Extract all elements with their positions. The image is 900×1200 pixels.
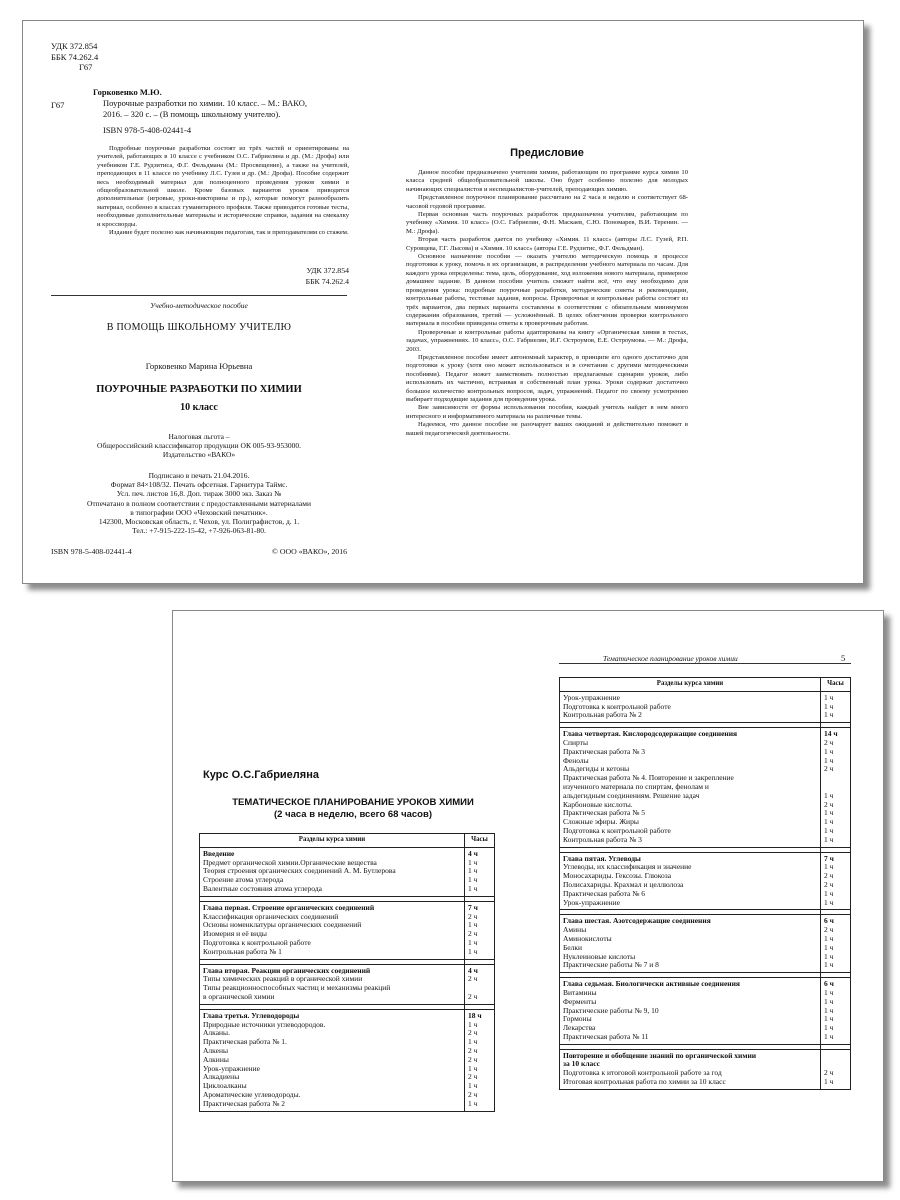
book-grade: 10 класс xyxy=(180,402,218,413)
hours-cell: 1 ч xyxy=(821,757,851,766)
hours-cell: 1 ч xyxy=(821,703,851,712)
hours-cell: 2 ч xyxy=(821,801,851,810)
section-cell: Сложные эфиры. Жиры xyxy=(560,818,821,827)
section-cell: Алкадиены xyxy=(200,1073,465,1082)
section-cell: Карбоновые кислоты. xyxy=(560,801,821,810)
annotation-text: Подробные поурочные разработки состоят из трёх частей и ориентированы на учителей, работающих в 10 классе с учебником О.С. Габриеляна и др. (М.: Дрофа) или учебником Г.Е. Рудзитиса, Ф.Г. Фельдмана (М.: Просвещение), а также на учителей, преподающих в 11 классе по учебнику Л.С. Гузея и др. (М.: Дрофа). Пособие содержит весь необходимый материал для полноценного проведения уроков химии в общеобразовательной школе. Кроме базовых вариантов уроков приводятся дополнительные (игровые, уроки-викторины и пр.), которые помогут разнообразить материал, особенно в классах гуманитарного профиля. Также приводятся готовые тесты, необходимые дополнительные материалы и исторические справки, задания на смекалку и кроссворды. xyxy=(97,145,349,228)
table-row xyxy=(560,961,851,972)
section-cell: за 10 класс xyxy=(560,1060,821,1069)
hours-cell: 1 ч xyxy=(821,711,851,722)
planning-table-left-wrap xyxy=(199,833,495,1112)
udk-code: УДК 372.854 xyxy=(51,41,98,51)
hours-cell: 1 ч xyxy=(821,1033,851,1044)
hours-cell: 1 ч xyxy=(821,818,851,827)
planning-title xyxy=(203,797,503,821)
section-cell: Подготовка к контрольной работе xyxy=(560,827,821,836)
hours-cell: 1 ч xyxy=(821,998,851,1007)
section-cell: Предмет органической химии.Органические вещества xyxy=(200,859,465,868)
section-cell: Ферменты xyxy=(560,998,821,1007)
section-cell: Строение атома углерода xyxy=(200,876,465,885)
hours-cell: 1 ч xyxy=(821,863,851,872)
section-cell: Урок-упражнение xyxy=(560,899,821,910)
hours-cell: 1 ч xyxy=(821,1007,851,1016)
column-header-sections: Разделы курса химии xyxy=(560,678,821,692)
section-cell: Глава шестая. Азотсодержащие соединения xyxy=(560,915,821,926)
section-cell: Практическая работа № 4. Повторение и закрепление xyxy=(560,774,821,783)
column-header-sections: Разделы курса химии xyxy=(200,834,465,848)
section-cell: Полисахариды. Крахмал и целлюлоза xyxy=(560,881,821,890)
section-cell: Подготовка к контрольной работе xyxy=(200,939,465,948)
section-cell: Практическая работа № 3 xyxy=(560,748,821,757)
hours-cell: 1 ч xyxy=(821,827,851,836)
table-section-row xyxy=(560,978,851,989)
table-row xyxy=(560,691,851,702)
hours-cell: 1 ч xyxy=(465,1100,495,1111)
hours-cell: 2 ч xyxy=(465,930,495,939)
table-section-row xyxy=(560,1049,851,1060)
section-cell: Моносахариды. Гексозы. Глюкоза xyxy=(560,872,821,881)
section-cell: Практическая работа № 1. xyxy=(200,1038,465,1047)
section-cell: Практическая работа № 5 xyxy=(560,809,821,818)
hours-cell: 2 ч xyxy=(465,1073,495,1082)
section-cell: Классификация органических соединений xyxy=(200,913,465,922)
hours-cell: 1 ч xyxy=(821,1015,851,1024)
section-cell: Природные источники углеводородов. xyxy=(200,1021,465,1030)
hours-cell: 2 ч xyxy=(465,1047,495,1056)
print-line-7: Тел.: +7-915-222-15-42, +7-926-063-81-80. xyxy=(132,526,266,536)
table-row xyxy=(560,1078,851,1089)
hours-cell: 1 ч xyxy=(465,1021,495,1030)
planning-table-left xyxy=(199,833,495,1112)
section-cell: Белки xyxy=(560,944,821,953)
table-row xyxy=(200,1038,495,1047)
tax-line-2: Общероссийский классификатор продукции ОК 005-93-953000. xyxy=(97,441,301,450)
table-row xyxy=(560,1007,851,1016)
hours-cell: 2 ч xyxy=(465,1091,495,1100)
column-header-hours: Часы xyxy=(465,834,495,848)
section-cell: Глава вторая. Реакции органических соединений xyxy=(200,964,465,975)
hours-cell: 1 ч xyxy=(465,939,495,948)
running-head-rule xyxy=(559,663,851,664)
section-cell: Контрольная работа № 2 xyxy=(560,711,821,722)
running-head: Тематическое планирование уроков химии xyxy=(603,654,738,663)
author-mark-side: Г67 xyxy=(51,100,65,110)
section-cell: Повторение и обобщение знаний по органической химии xyxy=(560,1049,821,1060)
print-details xyxy=(51,471,347,535)
hours-cell: 1 ч xyxy=(821,809,851,818)
bbk-code-right: ББК 74.262.4 xyxy=(305,276,349,286)
table-row xyxy=(560,935,851,944)
udk-code-right: УДК 372.854 xyxy=(306,266,349,275)
book-spread-planning xyxy=(172,610,884,1182)
table-row xyxy=(560,899,851,910)
hours-cell: 2 ч xyxy=(465,1029,495,1038)
hours-cell: 1 ч xyxy=(821,748,851,757)
tax-block xyxy=(51,432,347,459)
section-cell: Практическая работа № 6 xyxy=(560,890,821,899)
section-cell: Практическая работа № 2 xyxy=(200,1100,465,1111)
author-name: Горковенко М.Ю. xyxy=(93,87,162,97)
section-cell: Глава седьмая. Биологически активные соединения xyxy=(560,978,821,989)
section-cell: Контрольная работа № 1 xyxy=(200,948,465,959)
hours-cell: 2 ч xyxy=(821,881,851,890)
series-title: В ПОМОЩЬ ШКОЛЬНОМУ УЧИТЕЛЮ xyxy=(106,322,292,333)
tax-line-3: Издательство «ВАКО» xyxy=(162,450,236,459)
hours-cell: 1 ч xyxy=(821,1078,851,1089)
table-section-row xyxy=(560,728,851,739)
hours-cell: 1 ч xyxy=(465,885,495,896)
course-title: Курс О.С.Габриеляна xyxy=(203,769,319,781)
author-mark: Г67 xyxy=(79,62,93,72)
planning-title-line-2: (2 часа в неделю, всего 68 часов) xyxy=(274,809,432,820)
annotation-text-2: Издание будет полезно как начинающим педагогам, так и преподавателям со стажем. xyxy=(109,229,349,237)
hours-cell: 1 ч xyxy=(821,836,851,847)
author-full-name: Горковенко Марина Юрьевна xyxy=(145,361,253,371)
planning-table-right xyxy=(559,677,851,1090)
hours-cell: 4 ч xyxy=(465,847,495,858)
section-cell: Практическая работа № 11 xyxy=(560,1033,821,1044)
table-row xyxy=(560,989,851,998)
section-cell: Урок-упражнение xyxy=(560,691,821,702)
hours-cell: 14 ч xyxy=(821,728,851,739)
hours-cell: 1 ч xyxy=(821,1024,851,1033)
section-cell: Алканы. xyxy=(200,1029,465,1038)
hours-cell: 1 ч xyxy=(465,867,495,876)
section-cell: Введение xyxy=(200,847,465,858)
hours-cell: 2 ч xyxy=(821,1069,851,1078)
section-cell: Теория строения органических соединений А. М. Бутлерова xyxy=(200,867,465,876)
print-line-2: Формат 84×108/32. Печать офсетная. Гарнитура Таймс. xyxy=(110,480,288,490)
isbn: ISBN 978-5-408-02441-4 xyxy=(103,125,192,135)
book-title: ПОУРОЧНЫЕ РАЗРАБОТКИ ПО ХИМИИ xyxy=(96,384,302,395)
table-row xyxy=(560,1033,851,1044)
section-cell: Углеводы, их классификация и значение xyxy=(560,863,821,872)
hours-cell: 1 ч xyxy=(821,989,851,998)
hours-cell: 1 ч xyxy=(821,953,851,962)
table-row xyxy=(200,1021,495,1030)
hours-cell: 1 ч xyxy=(465,1065,495,1074)
hours-cell: 1 ч xyxy=(465,1038,495,1047)
hours-cell: 2 ч xyxy=(821,872,851,881)
hours-cell: 4 ч xyxy=(465,964,495,975)
table-row xyxy=(560,836,851,847)
preface-paragraph: Данное пособие предназначено учителям химии, работающим по программе курса химии 10 класса средней общеобразовательной школы. Оно будет особенно полезно для молодых начинающих специалистов и неспециалистов-учителей, преподающих химию. xyxy=(406,169,688,193)
section-cell: Валентные состояния атома углерода xyxy=(200,885,465,896)
preface-heading: Предисловие xyxy=(510,147,584,159)
preface-body xyxy=(406,169,688,438)
preface-paragraph: Вне зависимости от формы использования пособия, каждый учитель найдет в нем много интересного и информативного материала на различные темы. xyxy=(406,404,688,420)
section-cell: Итоговая контрольная работа по химии за 10 класс xyxy=(560,1078,821,1089)
hours-cell: 1 ч xyxy=(465,1082,495,1091)
table-section-row xyxy=(200,847,495,858)
hours-cell: 1 ч xyxy=(821,792,851,801)
table-row xyxy=(200,885,495,896)
section-cell: Глава пятая. Углеводы xyxy=(560,852,821,863)
hours-cell: 1 ч xyxy=(821,935,851,944)
section-cell: Типы химических реакций в органической химии xyxy=(200,975,465,984)
hours-cell xyxy=(821,774,851,783)
divider xyxy=(51,295,347,296)
preface-paragraph: Надеемся, что данное пособие не разочарует ваших ожиданий и действительно поможет в вашей педагогической деятельности. xyxy=(406,421,688,437)
section-cell: Урок-упражнение xyxy=(200,1065,465,1074)
hours-cell: 1 ч xyxy=(465,921,495,930)
table-section-row xyxy=(200,901,495,912)
table-row xyxy=(560,748,851,757)
bib-line-1: Поурочные разработки по химии. 10 класс. – М.: ВАКО, xyxy=(103,98,307,108)
section-cell: Аминокислоты xyxy=(560,935,821,944)
table-row xyxy=(200,993,495,1004)
table-section-row xyxy=(200,1009,495,1020)
planning-table-right-wrap xyxy=(559,677,851,1090)
genre: Учебно-методическое пособие xyxy=(150,301,248,310)
book-spread-imprint-preface xyxy=(22,20,864,584)
copyright: © ООО «ВАКО», 2016 xyxy=(272,547,347,556)
section-cell: Глава первая. Строение органических соединений xyxy=(200,901,465,912)
section-cell: Нуклеиновые кислоты xyxy=(560,953,821,962)
print-line-1: Подписано в печать 21.04.2016. xyxy=(148,471,250,480)
hours-cell: 2 ч xyxy=(821,765,851,774)
hours-cell: 1 ч xyxy=(821,899,851,910)
hours-cell: 6 ч xyxy=(821,915,851,926)
section-cell: изученного материала по спиртам, фенолам и xyxy=(560,783,821,792)
table-row xyxy=(200,948,495,959)
section-cell: Глава четвертая. Кислородсодержащие соединения xyxy=(560,728,821,739)
section-cell: Спирты xyxy=(560,739,821,748)
section-cell: Витамины xyxy=(560,989,821,998)
table-row xyxy=(560,1015,851,1024)
bbk-code: ББК 74.262.4 xyxy=(51,51,99,62)
hours-cell: 1 ч xyxy=(821,944,851,953)
preface-paragraph: Представленное пособие имеет автономный характер, в принципе его одного достаточно для подготовки к уроку (хотя оно может использоваться и в сочетании с другими методическими пособиями). Педагог может заимствовать полностью предлагаемые сценарии уроков, либо использовать их частично, встраивая в собственный план урока. Уроки содержат достаточно большое количество контрольных вопросов, задач, упражнений. Педагог по своему усмотрению выбирает подходящие задания для проведения урока. xyxy=(406,353,688,403)
isbn-bottom: ISBN 978-5-408-02441-4 xyxy=(51,547,132,556)
column-header-hours: Часы xyxy=(821,678,851,692)
print-line-5: в типографии ООО «Чеховский печатник». xyxy=(130,507,268,517)
section-cell: Глава третья. Углеводороды xyxy=(200,1009,465,1020)
hours-cell: 1 ч xyxy=(821,961,851,972)
section-cell: Контрольная работа № 3 xyxy=(560,836,821,847)
hours-cell: 7 ч xyxy=(821,852,851,863)
hours-cell: 7 ч xyxy=(465,901,495,912)
table-row xyxy=(200,1047,495,1056)
section-cell: Алкины xyxy=(200,1056,465,1065)
section-cell: Гормоны xyxy=(560,1015,821,1024)
print-line-4: Отпечатано в полном соответствии с предоставленными материалами xyxy=(86,498,312,508)
bibliographic-record xyxy=(103,98,353,136)
hours-cell: 2 ч xyxy=(465,993,495,1004)
table-section-row xyxy=(560,915,851,926)
section-cell: Амины xyxy=(560,926,821,935)
hours-cell: 2 ч xyxy=(821,926,851,935)
section-cell: Алкены xyxy=(200,1047,465,1056)
preface-paragraph: Проверочные и контрольные работы адаптированы на книгу «Органическая химия в тестах, задачах, упражнениях. 10 класс», О.С. Габриелян, И.Г. Остроумов, Е.Е. Остроумова. — М.: Дрофа, 2003. xyxy=(406,328,688,353)
hours-cell: 1 ч xyxy=(465,859,495,868)
hours-cell: 1 ч xyxy=(465,948,495,959)
hours-cell: 1 ч xyxy=(821,691,851,702)
preface-paragraph: Представленное поурочное планирование рассчитано на 2 часа в неделю и соответствует 68-часовой годовой программе. xyxy=(406,194,688,210)
hours-cell: 2 ч xyxy=(465,1056,495,1065)
section-cell: Подготовка к итоговой контрольной работе за год xyxy=(560,1069,821,1078)
section-cell: Лекарства xyxy=(560,1024,821,1033)
table-row xyxy=(200,1100,495,1111)
page-number: 5 xyxy=(841,653,846,663)
section-cell: Типы реакционноспособных частиц и механизмы реакций xyxy=(200,984,465,993)
preface-paragraph: Вторая часть разработок дается по учебнику «Химия. 11 класс» (авторы Л.С. Гузей, Р.П. Суровцева, Г.Г. Лысова) и «Химия. 10 класс» (авторы Г.Е. Рудзитис, Ф.Г. Фельдман). xyxy=(406,236,688,252)
table-row xyxy=(200,1065,495,1074)
section-cell: в органической химии xyxy=(200,993,465,1004)
print-line-3: Усл. печ. листов 16,8. Доп. тираж 3000 экз. Заказ № xyxy=(116,489,282,499)
section-cell: Изомерия и её виды xyxy=(200,930,465,939)
table-row xyxy=(560,711,851,722)
planning-title-line-1: ТЕМАТИЧЕСКОЕ ПЛАНИРОВАНИЕ УРОКОВ ХИМИИ xyxy=(232,797,474,808)
preface-paragraph: Первая основная часть поурочных разработок предназначена учителям, работающим по учебнику «Химия. 10 класс» (О.С. Габриелян, Ф.Н. Маскаев, С.Ю. Пономарев, В.И. Теренин. — М.: Дрофа). xyxy=(406,211,688,235)
hours-cell: 2 ч xyxy=(821,739,851,748)
section-cell: Практические работы № 9, 10 xyxy=(560,1007,821,1016)
bib-line-2: 2016. – 320 с. – (В помощь школьному учителю). xyxy=(103,109,281,119)
hours-cell: 18 ч xyxy=(465,1009,495,1020)
hours-cell: 2 ч xyxy=(465,975,495,984)
preface-paragraph: Основное назначение пособия — оказать учителю методическую помощь в процессе подготовки к уроку, помочь в их организации, в распределении учебного материала по часам. Для каждого урока определены: тема, цель, оборудование, ход изложения нового материала, примерное домашнее задание. В данном пособии учитель сможет найти всё, что ему необходимо для проведения урока: подробные поурочные разработки, методические советы и рекомендации, контрольные работы, тестовые задания, вопросы. Проверочные и контрольные работы состоят из трёх вариантов, два первых варианта составлены в соответствии с обязательным минимумом содержания образования, третий — усложнённый. В целях облегчения проверки контрольного материала в пособии приведены ответы к проверочным работам. xyxy=(406,253,688,328)
print-line-6: 142300, Московская область, г. Чехов, ул. Полиграфистов, д. 1. xyxy=(98,517,300,527)
hours-cell xyxy=(821,1049,851,1060)
hours-cell: 6 ч xyxy=(821,978,851,989)
annotation xyxy=(97,145,349,237)
section-cell: Фенолы xyxy=(560,757,821,766)
section-cell: Ароматические углеводороды. xyxy=(200,1091,465,1100)
section-cell: Практические работы № 7 и 8 xyxy=(560,961,821,972)
hours-cell: 1 ч xyxy=(465,876,495,885)
tax-line-1: Налоговая льгота – xyxy=(168,432,230,441)
hours-cell: 2 ч xyxy=(465,913,495,922)
classification-block-right xyxy=(253,266,349,287)
hours-cell: 1 ч xyxy=(821,890,851,899)
section-cell: альдегидным соединениям. Решение задач xyxy=(560,792,821,801)
section-cell: Основы номенклатуры органических соединений xyxy=(200,921,465,930)
section-cell: Циклоалканы xyxy=(200,1082,465,1091)
section-cell: Альдегиды и кетоны xyxy=(560,765,821,774)
classification-block xyxy=(51,41,98,73)
section-cell: Подготовка к контрольной работе xyxy=(560,703,821,712)
